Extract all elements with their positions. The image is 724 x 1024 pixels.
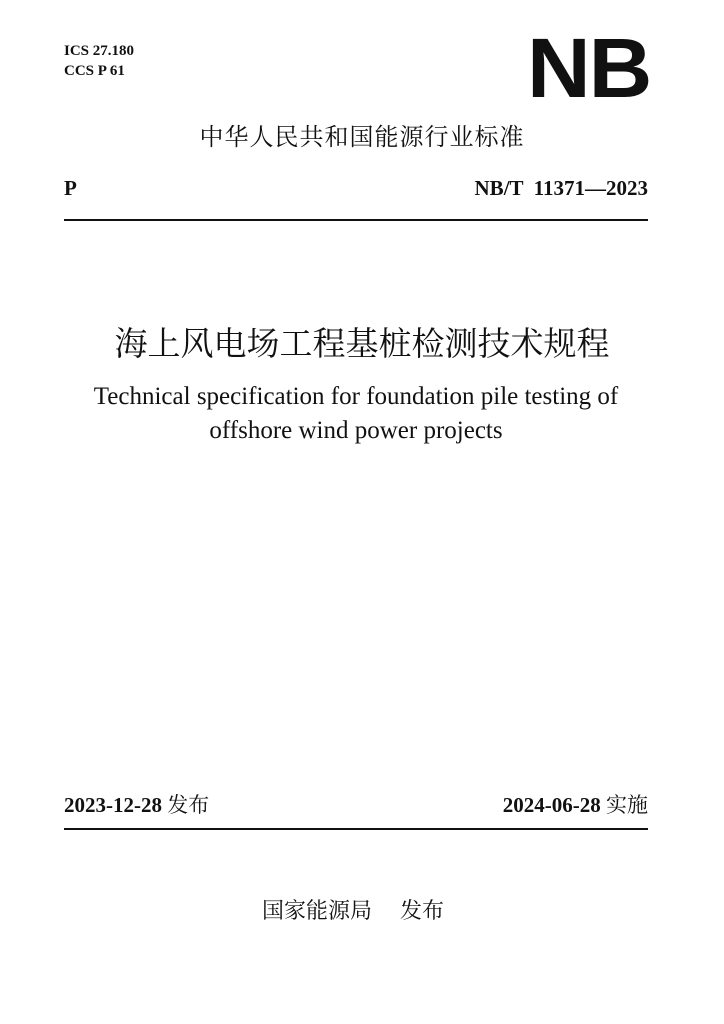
publisher-name: 国家能源局 bbox=[261, 899, 372, 924]
title-chinese: 海上风电场工程基桩检测技术规程 bbox=[114, 324, 610, 363]
title-english-line-1: Technical specification for foundation pile testing of bbox=[93, 383, 619, 410]
classification-letter: P bbox=[64, 176, 77, 200]
implementation-date-block bbox=[503, 791, 648, 819]
standard-category: 中华人民共和国能源行业标准 bbox=[199, 123, 525, 151]
classification-codes bbox=[64, 41, 134, 81]
implementation-label: 实施 bbox=[606, 793, 648, 817]
implementation-date: 2024-06-28 bbox=[502, 793, 601, 817]
issue-label: 发布 bbox=[167, 793, 210, 817]
publisher-action: 发布 bbox=[399, 899, 444, 924]
top-divider bbox=[64, 219, 648, 221]
issue-date-block bbox=[64, 791, 209, 819]
title-english-line-2: offshore wind power projects bbox=[209, 417, 503, 444]
issue-date: 2023-12-28 bbox=[64, 793, 162, 817]
ccs-code: CCS P 61 bbox=[64, 63, 125, 79]
ics-code: ICS 27.180 bbox=[64, 43, 135, 59]
bottom-divider bbox=[64, 828, 648, 830]
title-english bbox=[0, 380, 712, 448]
publisher-line bbox=[0, 897, 706, 927]
nb-logo: NB bbox=[527, 21, 651, 115]
standard-number: NB/T 11371—2023 bbox=[474, 176, 648, 200]
